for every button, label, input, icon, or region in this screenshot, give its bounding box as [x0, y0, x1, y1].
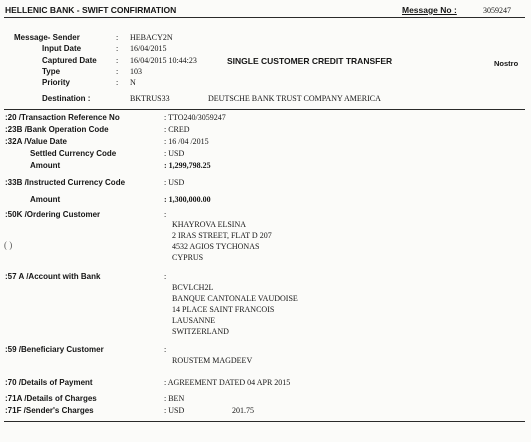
amount-instructed-value: : 1,300,000.00	[164, 195, 211, 204]
field-59-colon: :	[164, 345, 167, 354]
destination-name: DEUTSCHE BANK TRUST COMPANY AMERICA	[208, 94, 381, 103]
priority-label: Priority	[42, 78, 71, 87]
account-bank-line: LAUSANNE	[172, 316, 216, 325]
field-23b-label: :23B /Bank Operation Code	[5, 125, 109, 134]
field-70-label: :70 /Details of Payment	[5, 378, 93, 387]
margin-mark: ( )	[4, 240, 13, 250]
type-colon: :	[116, 67, 119, 76]
footer-divider	[4, 421, 525, 422]
account-bank-line: BANQUE CANTONALE VAUDOISE	[172, 294, 298, 303]
field-50k-label: :50K /Ordering Customer	[5, 210, 101, 219]
account-bank-line: SWITZERLAND	[172, 327, 229, 336]
account-bank-line: 14 PLACE SAINT FRANCOIS	[172, 305, 275, 314]
captured-date-label: Captured Date	[42, 56, 97, 65]
field-20-label: :20 /Transaction Reference No	[5, 113, 120, 122]
document-title: HELLENIC BANK - SWIFT CONFIRMATION	[5, 5, 177, 15]
field-71f-label: :71F /Sender's Charges	[5, 406, 94, 415]
captured-date-colon: :	[116, 56, 119, 65]
ordering-customer-line: 4532 AGIOS TYCHONAS	[172, 242, 260, 251]
priority-colon: :	[116, 78, 119, 87]
field-57a-colon: :	[164, 272, 167, 281]
field-32a-value: : 16 /04 /2015	[164, 137, 209, 146]
field-32a-label: :32A /Value Date	[5, 137, 67, 146]
nostro-label: Nostro	[494, 59, 519, 68]
ordering-customer-line: 2 IRAS STREET, FLAT D 207	[172, 231, 272, 240]
sender-value: HEBACY2N	[130, 33, 173, 42]
ordering-customer-line: KHAYROVA ELSINA	[172, 220, 247, 229]
input-date-value: 16/04/2015	[130, 44, 167, 53]
ordering-customer-line: CYPRUS	[172, 253, 204, 262]
amount-settled-value: : 1,299,798.25	[164, 161, 211, 170]
sender-label: Message- Sender	[14, 33, 80, 42]
field-59-label: :59 /Beneficiary Customer	[5, 345, 104, 354]
section-divider	[4, 109, 525, 110]
field-70-value: : AGREEMENT DATED 04 APR 2015	[164, 378, 291, 387]
transfer-type: SINGLE CUSTOMER CREDIT TRANSFER	[227, 56, 393, 66]
amount-settled-label: Amount	[30, 161, 61, 170]
field-71f-amount: 201.75	[232, 406, 254, 415]
field-71a-label: :71A /Details of Charges	[5, 394, 97, 403]
field-71a-value: : BEN	[164, 394, 185, 403]
beneficiary-name: ROUSTEM MAGDEEV	[172, 356, 253, 365]
field-57a-label: :57 A /Account with Bank	[5, 272, 101, 281]
destination-code: BKTRUS33	[130, 94, 170, 103]
input-date-label: Input Date	[42, 44, 82, 53]
destination-label: Destination :	[42, 94, 91, 103]
input-date-colon: :	[116, 44, 119, 53]
field-71f-currency: : USD	[164, 406, 185, 415]
settled-currency-label: Settled Currency Code	[30, 149, 117, 158]
field-33b-label: :33B /Instructed Currency Code	[5, 178, 126, 187]
account-bank-line: BCVLCH2L	[172, 283, 214, 292]
field-20-value: : TTO240/3059247	[164, 113, 226, 122]
field-23b-value: : CRED	[164, 125, 190, 134]
header-divider	[4, 17, 525, 18]
field-33b-value: : USD	[164, 178, 185, 187]
sender-colon: :	[116, 33, 119, 42]
message-no-value: 3059247	[483, 6, 511, 15]
settled-currency-value: : USD	[164, 149, 185, 158]
captured-date-value: 16/04/2015 10:44:23	[130, 56, 197, 65]
type-value: 103	[130, 67, 142, 76]
message-no-label: Message No :	[402, 5, 457, 15]
type-label: Type	[42, 67, 61, 76]
amount-instructed-label: Amount	[30, 195, 61, 204]
priority-value: N	[130, 78, 136, 87]
field-50k-colon: :	[164, 210, 167, 219]
